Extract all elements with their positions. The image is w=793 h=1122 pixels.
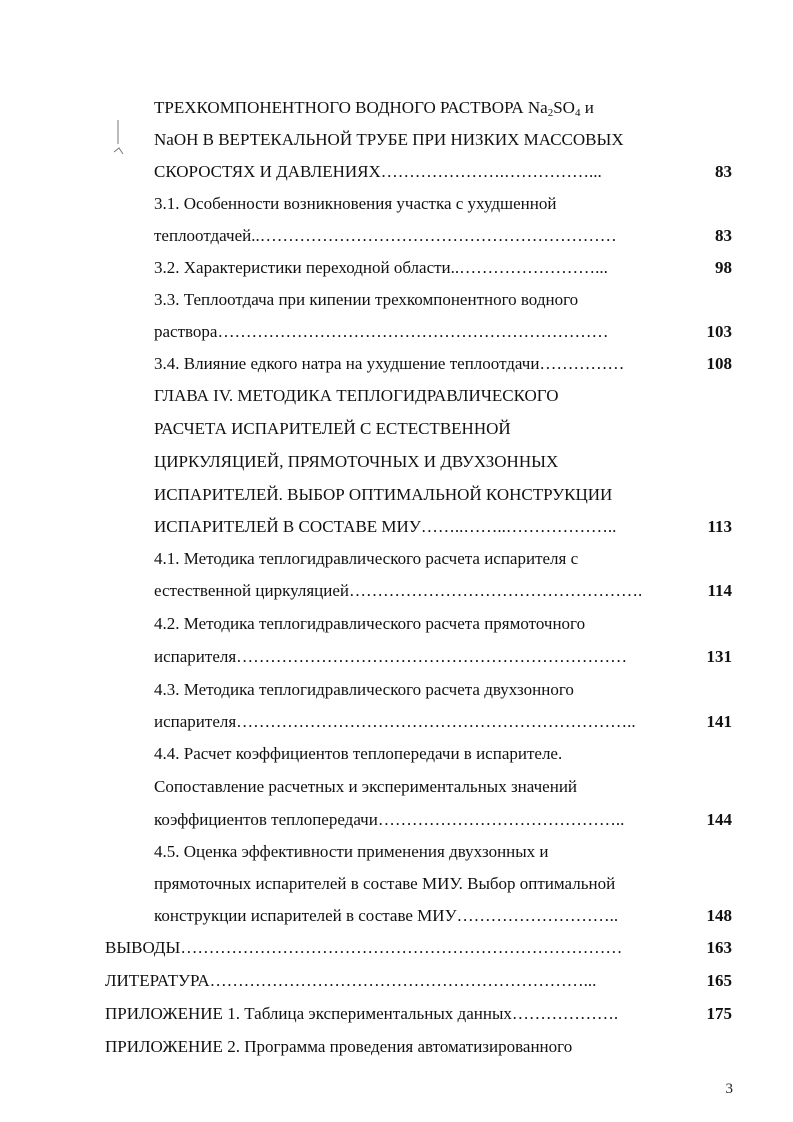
toc-s4-2-line1: 4.2. Методика теплогидравлического расчета прямоточного: [154, 614, 586, 633]
toc-chapter4-line2: РАСЧЕТА ИСПАРИТЕЛЕЙ С ЕСТЕСТВЕННОЙ: [154, 419, 511, 438]
toc-s3-1-line2: теплоотдачей..………………………………………………………: [154, 226, 617, 245]
toc-s3-2-line1: 3.2. Характеристики переходной области..……………………...: [154, 258, 608, 277]
toc-chapter4-line5: ИСПАРИТЕЛЕЙ В СОСТАВЕ МИУ……..……..………………..: [154, 517, 617, 536]
toc-chapter3-line1: ТРЕХКОМПОНЕНТНОГО ВОДНОГО РАСТВОРА $Na_2SO_4$ и: [154, 98, 594, 119]
toc-s4-3-line1: 4.3. Методика теплогидравлического расчета двухзонного: [154, 680, 574, 699]
toc-s4-1-line2: естественной циркуляцией…………………………………………….: [154, 581, 643, 600]
toc-chapter3-page: 83: [715, 162, 732, 181]
toc-chapter4-line1: ГЛАВА IV. МЕТОДИКА ТЕПЛОГИДРАВЛИЧЕСКОГО: [154, 386, 559, 405]
toc-literature-page: 165: [706, 971, 732, 990]
toc-s4-4-line2: Сопоставление расчетных и экспериментальных значений: [154, 777, 578, 796]
toc-appendix1-page: 175: [706, 1004, 732, 1023]
toc-conclusions-page: 163: [706, 938, 732, 957]
toc-chapter4-page: 113: [707, 517, 732, 536]
toc-s3-3-line1: 3.3. Теплоотдача при кипении трехкомпонентного водного: [154, 290, 579, 309]
toc-chapter4-line3: ЦИРКУЛЯЦИЕЙ, ПРЯМОТОЧНЫХ И ДВУХЗОННЫХ: [154, 452, 559, 471]
toc-s4-2-page: 131: [706, 647, 732, 666]
toc-s4-5-line1: 4.5. Оценка эффективности применения двухзонных и: [154, 842, 549, 861]
toc-s4-5-page: 148: [706, 906, 732, 925]
toc-s3-4-page: 108: [706, 354, 732, 373]
toc-literature: ЛИТЕРАТУРА…………………………………………………………...: [105, 971, 597, 990]
toc-conclusions: ВЫВОДЫ……………………………………………………………………: [105, 938, 623, 957]
toc-s4-4-page: 144: [706, 810, 732, 829]
toc-s4-1-page: 114: [707, 581, 732, 600]
toc-s4-1-line1: 4.1. Методика теплогидравлического расчета испарителя с: [154, 549, 579, 568]
toc-s4-2-line2: испарителя……………………………………………………………: [154, 647, 628, 666]
toc-chapter4-line4: ИСПАРИТЕЛЕЙ. ВЫБОР ОПТИМАЛЬНОЙ КОНСТРУКЦИИ: [154, 485, 613, 504]
toc-chapter3-line3: СКОРОСТЯХ И ДАВЛЕНИЯХ………………….……………...: [154, 162, 602, 181]
toc-s4-4-line3: коэффициентов теплопередачи……………………………………..: [154, 810, 625, 829]
toc-s3-2-page: 98: [715, 258, 732, 277]
toc-appendix2: ПРИЛОЖЕНИЕ 2. Программа проведения автоматизированного: [105, 1037, 573, 1056]
pencil-mark: [112, 118, 126, 158]
toc-s3-1-page: 83: [715, 226, 732, 245]
toc-s4-5-line2: прямоточных испарителей в составе МИУ. Выбор оптимальной: [154, 874, 616, 893]
toc-s4-4-line1: 4.4. Расчет коэффициентов теплопередачи в испарителе.: [154, 744, 563, 763]
toc-s3-1-line1: 3.1. Особенности возникновения участка с ухудшенной: [154, 194, 557, 213]
toc-s3-3-page: 103: [706, 322, 732, 341]
toc-s4-3-page: 141: [706, 712, 732, 731]
page-number: 3: [725, 1081, 733, 1097]
toc-s4-5-line3: конструкции испарителей в составе МИУ………………………..: [154, 906, 619, 925]
toc-chapter3-line2: NaOH В ВЕРТЕКАЛЬНОЙ ТРУБЕ ПРИ НИЗКИХ МАССОВЫХ: [154, 130, 624, 149]
toc-s3-4-line1: 3.4. Влияние едкого натра на ухудшение теплоотдачи……………: [154, 354, 625, 373]
toc-appendix1: ПРИЛОЖЕНИЕ 1. Таблица экспериментальных данных……………….: [105, 1004, 619, 1023]
toc-s4-3-line2: испарителя……………………………………………………………..: [154, 712, 636, 731]
toc-s3-3-line2: раствора……………………………………………………………: [154, 322, 609, 341]
